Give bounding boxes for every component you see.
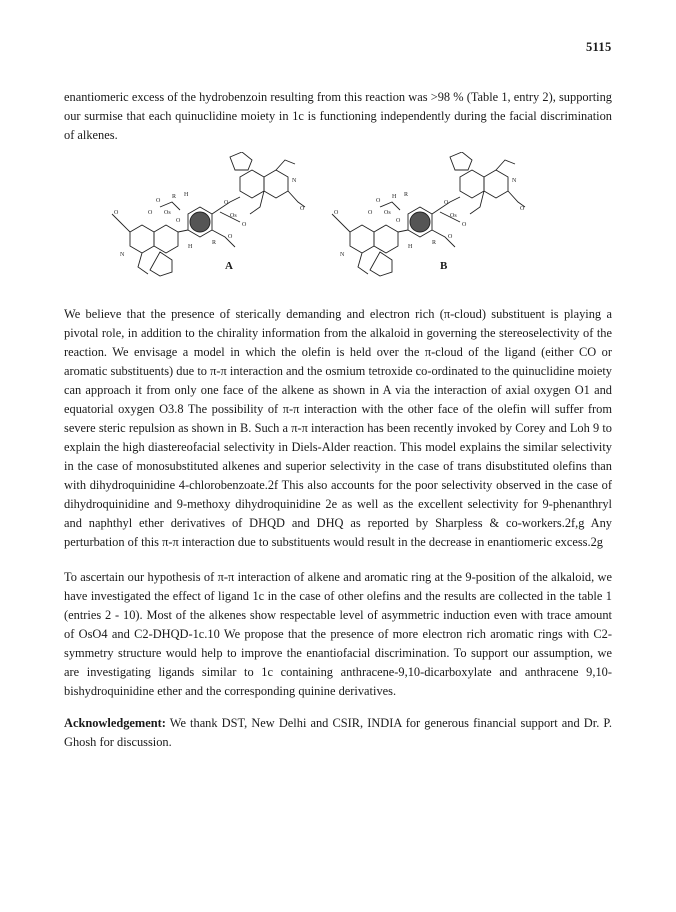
- svg-text:H: H: [184, 192, 189, 198]
- svg-text:O: O: [148, 210, 153, 216]
- svg-text:O: O: [396, 218, 401, 224]
- svg-text:N: N: [292, 178, 297, 184]
- svg-text:O: O: [376, 198, 381, 204]
- svg-text:O: O: [176, 218, 181, 224]
- svg-text:O: O: [242, 222, 247, 228]
- acknowledgement-body: We thank DST, New Delhi and CSIR, INDIA for generous financial support and Dr. P. Ghosh for discussion.: [64, 716, 612, 749]
- svg-text:R: R: [172, 194, 177, 200]
- structure-label-b: B: [440, 260, 448, 272]
- svg-text:N: N: [512, 178, 517, 184]
- page-number: 5115: [586, 40, 612, 54]
- paragraph-2: We believe that the presence of sterically demanding and electron rich (π-cloud) substituent is playing a pivotal role, in addition to the chirality information from the alkaloid in governing the stereoselectivity of the reaction. We envisage a model in which the olefin is held over the π-cloud of the ligand (either CO or aromatic substituents) due to π-π interaction and the osmium tetroxide co-ordinated to the quinuclidine moiety can approach it from only one face of the alkene as shown in A via the interaction of axial oxygen O1 and equatorial oxygen O3.8 The possibility of π-π interaction with the other face of the olefin will suffer from severe steric repulsion as shown in B. Such a π-π interaction has been recently invoked by Corey and Loh 9 to explain the high diastereofacial selectivity in Diels-Alder reaction. This model explains the similar selectivity in the case of monosubstituted alkenes and superior selectivity in the case of trans disubstituted olefins than with dihydroquinidine 4-chlorobenzoate.2f This also accounts for the poor selectivity observed in the case of dihydroquinidine and 9-methoxy dihydroquinidine 2e as well as the excellent selectivity for 9-phenanthryl and naphthyl ether derivatives of DHQD and DHQ as reported by Sharpless & co-workers.2f,g Any perturbation of this π-π interaction due to substituents would result in the decrease in enantiomeric excess.2g: [64, 307, 612, 549]
- svg-text:O: O: [224, 200, 229, 206]
- svg-text:Os: Os: [230, 213, 237, 219]
- svg-text:O: O: [334, 210, 339, 216]
- svg-text:N: N: [120, 252, 125, 258]
- svg-text:Os: Os: [164, 210, 171, 216]
- structure-b: [332, 152, 525, 276]
- svg-text:H: H: [188, 244, 193, 250]
- structures-svg: [100, 152, 530, 277]
- svg-text:H: H: [392, 194, 397, 200]
- svg-text:O: O: [300, 206, 305, 212]
- svg-text:N: N: [340, 252, 345, 258]
- structure-a: [112, 152, 305, 276]
- acknowledgement-heading: Acknowledgement:: [64, 716, 166, 730]
- paragraph-3: To ascertain our hypothesis of π-π interaction of alkene and aromatic ring at the 9-position of the alkaloid, we have investigated the effect of ligand 1c in the case of other olefins and the results are collected in the table 1 (entries 2 - 10). Most of the alkenes show respectable level of asymmetric induction even with trace amount of OsO4 and C2-DHQD-1c.10 We propose that the presence of more electron rich aromatic rings with C2-symmetry structure would help to improve the enantiofacial discrimination. To support our assumption, we are investigating ligands similar to 1c containing anthracene-9,10-dicarboxylate and anthracene 9,10-bishydroquinidine ether and the corresponding quinine derivatives.: [64, 570, 612, 698]
- svg-text:R: R: [404, 192, 409, 198]
- chemical-structure-figure: [100, 152, 530, 277]
- svg-text:R: R: [432, 240, 437, 246]
- svg-text:Os: Os: [450, 213, 457, 219]
- svg-text:O: O: [444, 200, 449, 206]
- svg-text:O: O: [462, 222, 467, 228]
- svg-text:O: O: [368, 210, 373, 216]
- svg-text:R: R: [212, 240, 217, 246]
- acknowledgement-paragraph: [64, 714, 612, 752]
- svg-text:O: O: [520, 206, 525, 212]
- svg-text:Os: Os: [384, 210, 391, 216]
- structure-label-a: A: [225, 260, 233, 272]
- svg-text:O: O: [156, 198, 161, 204]
- svg-text:O: O: [114, 210, 119, 216]
- svg-text:H: H: [408, 244, 413, 250]
- paragraph-1: enantiomeric excess of the hydrobenzoin resulting from this reaction was >98 % (Table 1, entry 2), supporting our surmise that each quinuclidine moiety in 1c is functioning independently during the facial discrimination of alkenes.: [64, 90, 612, 142]
- svg-text:O: O: [448, 234, 453, 240]
- svg-text:O: O: [228, 234, 233, 240]
